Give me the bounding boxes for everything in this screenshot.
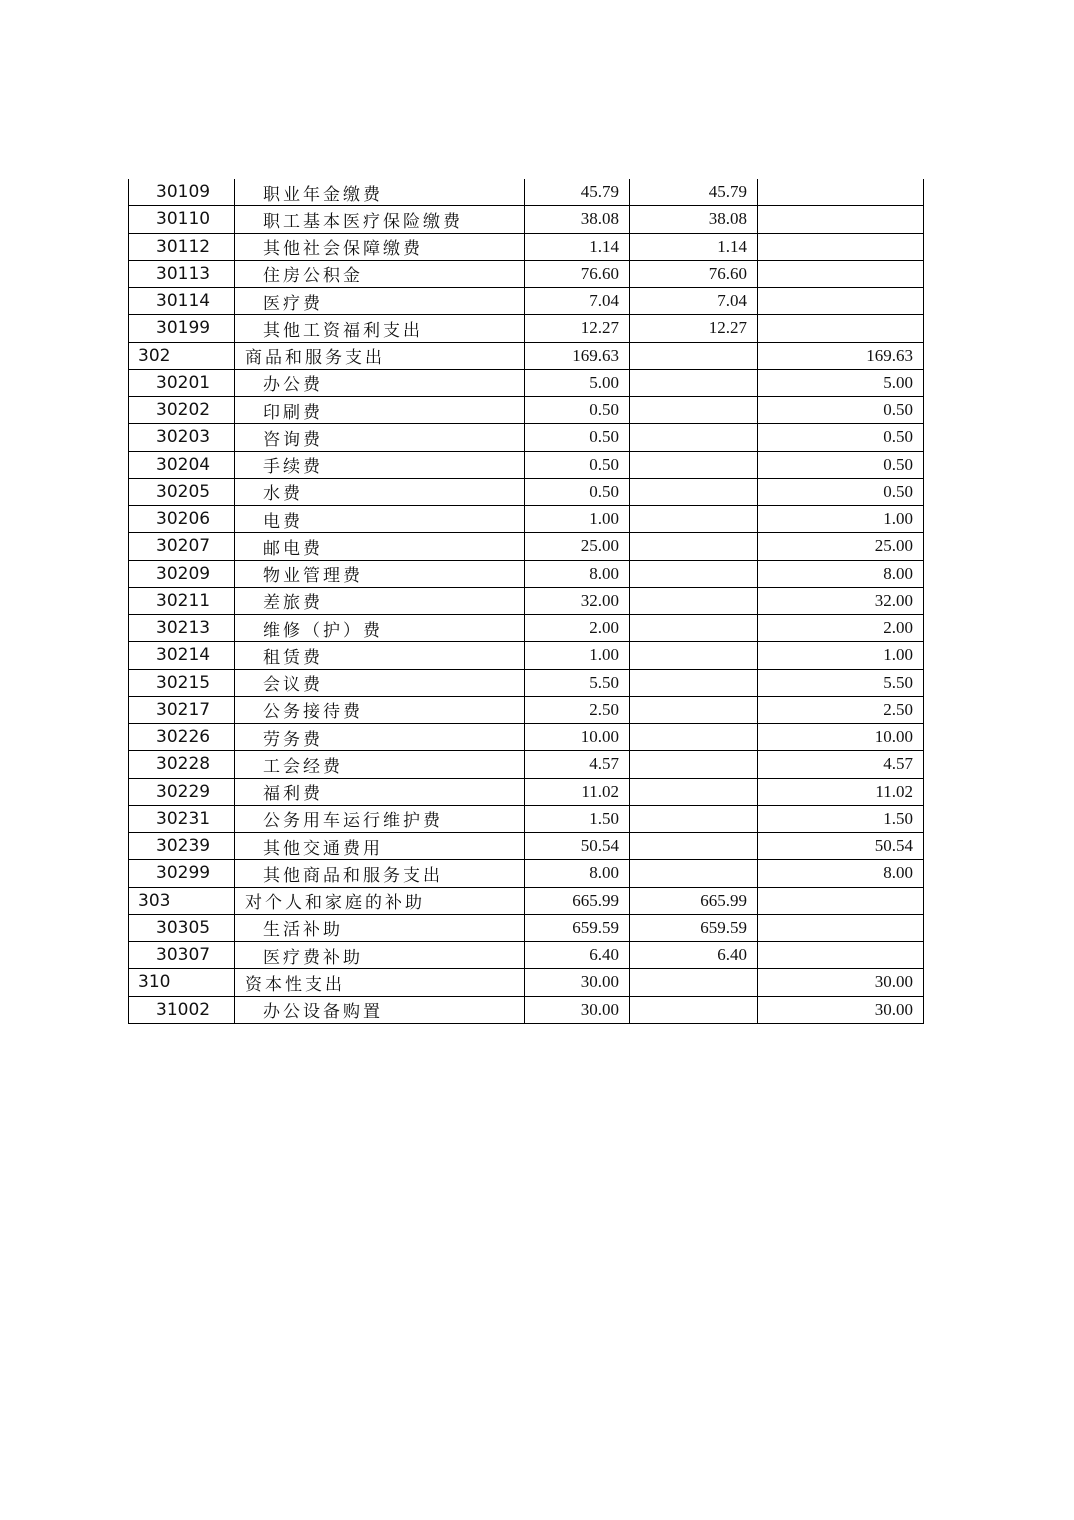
basic-expenditure-cell bbox=[630, 369, 758, 396]
total-amount-cell: 0.50 bbox=[525, 451, 630, 478]
account-code-cell: 30109 bbox=[129, 179, 235, 206]
account-name-cell: 公务用车运行维护费 bbox=[235, 805, 525, 832]
account-name-cell: 福利费 bbox=[235, 778, 525, 805]
account-code-cell: 302 bbox=[129, 342, 235, 369]
total-amount-cell: 76.60 bbox=[525, 260, 630, 287]
project-expenditure-cell: 0.50 bbox=[758, 397, 924, 424]
total-amount-cell: 0.50 bbox=[525, 478, 630, 505]
budget-expenditure-table bbox=[128, 179, 924, 1024]
basic-expenditure-cell bbox=[630, 805, 758, 832]
total-amount-cell: 12.27 bbox=[525, 315, 630, 342]
basic-expenditure-cell bbox=[630, 506, 758, 533]
basic-expenditure-cell bbox=[630, 969, 758, 996]
table-row bbox=[129, 914, 924, 941]
project-expenditure-cell: 50.54 bbox=[758, 833, 924, 860]
project-expenditure-cell bbox=[758, 288, 924, 315]
basic-expenditure-cell: 12.27 bbox=[630, 315, 758, 342]
account-name-cell: 医疗费 bbox=[235, 288, 525, 315]
basic-expenditure-cell: 76.60 bbox=[630, 260, 758, 287]
account-name-cell: 医疗费补助 bbox=[235, 942, 525, 969]
account-code-cell: 30214 bbox=[129, 642, 235, 669]
basic-expenditure-cell: 659.59 bbox=[630, 914, 758, 941]
total-amount-cell: 10.00 bbox=[525, 724, 630, 751]
total-amount-cell: 5.50 bbox=[525, 669, 630, 696]
account-code-cell: 30231 bbox=[129, 805, 235, 832]
basic-expenditure-cell bbox=[630, 996, 758, 1023]
basic-expenditure-cell bbox=[630, 397, 758, 424]
basic-expenditure-cell bbox=[630, 833, 758, 860]
account-code-cell: 30307 bbox=[129, 942, 235, 969]
table-row bbox=[129, 833, 924, 860]
project-expenditure-cell bbox=[758, 315, 924, 342]
total-amount-cell: 38.08 bbox=[525, 206, 630, 233]
total-amount-cell: 30.00 bbox=[525, 969, 630, 996]
project-expenditure-cell: 8.00 bbox=[758, 560, 924, 587]
table-row bbox=[129, 996, 924, 1023]
table-row bbox=[129, 615, 924, 642]
account-code-cell: 30203 bbox=[129, 424, 235, 451]
account-code-cell: 303 bbox=[129, 887, 235, 914]
project-expenditure-cell: 10.00 bbox=[758, 724, 924, 751]
project-expenditure-cell: 32.00 bbox=[758, 587, 924, 614]
total-amount-cell: 6.40 bbox=[525, 942, 630, 969]
table-row bbox=[129, 887, 924, 914]
account-code-cell: 30213 bbox=[129, 615, 235, 642]
basic-expenditure-cell bbox=[630, 451, 758, 478]
account-name-cell: 资本性支出 bbox=[235, 969, 525, 996]
total-amount-cell: 8.00 bbox=[525, 560, 630, 587]
basic-expenditure-cell bbox=[630, 560, 758, 587]
account-name-cell: 其他工资福利支出 bbox=[235, 315, 525, 342]
total-amount-cell: 1.50 bbox=[525, 805, 630, 832]
table-row bbox=[129, 533, 924, 560]
project-expenditure-cell: 25.00 bbox=[758, 533, 924, 560]
basic-expenditure-cell bbox=[630, 696, 758, 723]
account-code-cell: 30305 bbox=[129, 914, 235, 941]
total-amount-cell: 665.99 bbox=[525, 887, 630, 914]
total-amount-cell: 7.04 bbox=[525, 288, 630, 315]
account-code-cell: 30199 bbox=[129, 315, 235, 342]
account-name-cell: 工会经费 bbox=[235, 751, 525, 778]
table-row bbox=[129, 315, 924, 342]
account-name-cell: 印刷费 bbox=[235, 397, 525, 424]
project-expenditure-cell bbox=[758, 206, 924, 233]
basic-expenditure-cell: 6.40 bbox=[630, 942, 758, 969]
table-row bbox=[129, 805, 924, 832]
account-name-cell: 商品和服务支出 bbox=[235, 342, 525, 369]
account-name-cell: 办公费 bbox=[235, 369, 525, 396]
account-name-cell: 住房公积金 bbox=[235, 260, 525, 287]
account-code-cell: 310 bbox=[129, 969, 235, 996]
basic-expenditure-cell bbox=[630, 860, 758, 887]
total-amount-cell: 11.02 bbox=[525, 778, 630, 805]
total-amount-cell: 8.00 bbox=[525, 860, 630, 887]
table-row bbox=[129, 587, 924, 614]
account-code-cell: 30229 bbox=[129, 778, 235, 805]
account-name-cell: 物业管理费 bbox=[235, 560, 525, 587]
total-amount-cell: 25.00 bbox=[525, 533, 630, 560]
account-code-cell: 30204 bbox=[129, 451, 235, 478]
account-code-cell: 30113 bbox=[129, 260, 235, 287]
project-expenditure-cell bbox=[758, 233, 924, 260]
account-name-cell: 咨询费 bbox=[235, 424, 525, 451]
total-amount-cell: 1.00 bbox=[525, 642, 630, 669]
table-row bbox=[129, 424, 924, 451]
project-expenditure-cell: 1.00 bbox=[758, 642, 924, 669]
total-amount-cell: 1.00 bbox=[525, 506, 630, 533]
project-expenditure-cell bbox=[758, 914, 924, 941]
basic-expenditure-cell: 38.08 bbox=[630, 206, 758, 233]
account-name-cell: 对个人和家庭的补助 bbox=[235, 887, 525, 914]
account-code-cell: 30226 bbox=[129, 724, 235, 751]
total-amount-cell: 2.00 bbox=[525, 615, 630, 642]
basic-expenditure-cell: 665.99 bbox=[630, 887, 758, 914]
account-code-cell: 30110 bbox=[129, 206, 235, 233]
account-code-cell: 30211 bbox=[129, 587, 235, 614]
table-row bbox=[129, 724, 924, 751]
project-expenditure-cell: 2.00 bbox=[758, 615, 924, 642]
account-name-cell: 电费 bbox=[235, 506, 525, 533]
table-row bbox=[129, 751, 924, 778]
account-code-cell: 30215 bbox=[129, 669, 235, 696]
total-amount-cell: 30.00 bbox=[525, 996, 630, 1023]
account-name-cell: 会议费 bbox=[235, 669, 525, 696]
project-expenditure-cell: 5.50 bbox=[758, 669, 924, 696]
project-expenditure-cell: 30.00 bbox=[758, 996, 924, 1023]
account-name-cell: 办公设备购置 bbox=[235, 996, 525, 1023]
account-name-cell: 邮电费 bbox=[235, 533, 525, 560]
table-row bbox=[129, 288, 924, 315]
account-name-cell: 其他交通费用 bbox=[235, 833, 525, 860]
table-body bbox=[129, 179, 924, 1023]
basic-expenditure-cell bbox=[630, 587, 758, 614]
table-row bbox=[129, 642, 924, 669]
account-name-cell: 水费 bbox=[235, 478, 525, 505]
account-code-cell: 30114 bbox=[129, 288, 235, 315]
total-amount-cell: 2.50 bbox=[525, 696, 630, 723]
basic-expenditure-cell bbox=[630, 751, 758, 778]
basic-expenditure-cell bbox=[630, 778, 758, 805]
account-name-cell: 租赁费 bbox=[235, 642, 525, 669]
project-expenditure-cell: 4.57 bbox=[758, 751, 924, 778]
table-row bbox=[129, 451, 924, 478]
basic-expenditure-cell: 1.14 bbox=[630, 233, 758, 260]
total-amount-cell: 0.50 bbox=[525, 397, 630, 424]
project-expenditure-cell: 1.00 bbox=[758, 506, 924, 533]
project-expenditure-cell: 5.00 bbox=[758, 369, 924, 396]
basic-expenditure-cell: 45.79 bbox=[630, 179, 758, 206]
basic-expenditure-cell bbox=[630, 342, 758, 369]
table-row bbox=[129, 233, 924, 260]
table-row bbox=[129, 179, 924, 206]
account-code-cell: 30217 bbox=[129, 696, 235, 723]
account-code-cell: 31002 bbox=[129, 996, 235, 1023]
basic-expenditure-cell bbox=[630, 724, 758, 751]
total-amount-cell: 169.63 bbox=[525, 342, 630, 369]
account-code-cell: 30228 bbox=[129, 751, 235, 778]
account-code-cell: 30205 bbox=[129, 478, 235, 505]
account-name-cell: 手续费 bbox=[235, 451, 525, 478]
account-name-cell: 职工基本医疗保险缴费 bbox=[235, 206, 525, 233]
project-expenditure-cell: 11.02 bbox=[758, 778, 924, 805]
account-code-cell: 30206 bbox=[129, 506, 235, 533]
account-code-cell: 30209 bbox=[129, 560, 235, 587]
basic-expenditure-cell bbox=[630, 642, 758, 669]
table-row bbox=[129, 206, 924, 233]
total-amount-cell: 0.50 bbox=[525, 424, 630, 451]
project-expenditure-cell: 169.63 bbox=[758, 342, 924, 369]
total-amount-cell: 32.00 bbox=[525, 587, 630, 614]
account-name-cell: 劳务费 bbox=[235, 724, 525, 751]
project-expenditure-cell: 0.50 bbox=[758, 451, 924, 478]
table-row bbox=[129, 342, 924, 369]
account-code-cell: 30207 bbox=[129, 533, 235, 560]
project-expenditure-cell bbox=[758, 260, 924, 287]
table-row bbox=[129, 506, 924, 533]
table-row bbox=[129, 860, 924, 887]
project-expenditure-cell bbox=[758, 887, 924, 914]
project-expenditure-cell: 0.50 bbox=[758, 478, 924, 505]
total-amount-cell: 659.59 bbox=[525, 914, 630, 941]
table-row bbox=[129, 260, 924, 287]
project-expenditure-cell bbox=[758, 942, 924, 969]
account-name-cell: 生活补助 bbox=[235, 914, 525, 941]
basic-expenditure-cell: 7.04 bbox=[630, 288, 758, 315]
account-name-cell: 职业年金缴费 bbox=[235, 179, 525, 206]
table-row bbox=[129, 369, 924, 396]
account-code-cell: 30299 bbox=[129, 860, 235, 887]
account-name-cell: 其他商品和服务支出 bbox=[235, 860, 525, 887]
total-amount-cell: 5.00 bbox=[525, 369, 630, 396]
basic-expenditure-cell bbox=[630, 533, 758, 560]
table-row bbox=[129, 942, 924, 969]
table-row bbox=[129, 397, 924, 424]
project-expenditure-cell: 1.50 bbox=[758, 805, 924, 832]
total-amount-cell: 4.57 bbox=[525, 751, 630, 778]
basic-expenditure-cell bbox=[630, 669, 758, 696]
table-row bbox=[129, 669, 924, 696]
project-expenditure-cell: 2.50 bbox=[758, 696, 924, 723]
account-code-cell: 30201 bbox=[129, 369, 235, 396]
account-code-cell: 30112 bbox=[129, 233, 235, 260]
project-expenditure-cell: 30.00 bbox=[758, 969, 924, 996]
total-amount-cell: 1.14 bbox=[525, 233, 630, 260]
account-name-cell: 差旅费 bbox=[235, 587, 525, 614]
account-name-cell: 公务接待费 bbox=[235, 696, 525, 723]
table-row bbox=[129, 560, 924, 587]
account-name-cell: 其他社会保障缴费 bbox=[235, 233, 525, 260]
account-code-cell: 30239 bbox=[129, 833, 235, 860]
table-row bbox=[129, 478, 924, 505]
project-expenditure-cell: 8.00 bbox=[758, 860, 924, 887]
table-row bbox=[129, 969, 924, 996]
total-amount-cell: 50.54 bbox=[525, 833, 630, 860]
total-amount-cell: 45.79 bbox=[525, 179, 630, 206]
account-name-cell: 维修（护）费 bbox=[235, 615, 525, 642]
basic-expenditure-cell bbox=[630, 424, 758, 451]
project-expenditure-cell: 0.50 bbox=[758, 424, 924, 451]
project-expenditure-cell bbox=[758, 179, 924, 206]
table-row bbox=[129, 696, 924, 723]
table-row bbox=[129, 778, 924, 805]
account-code-cell: 30202 bbox=[129, 397, 235, 424]
basic-expenditure-cell bbox=[630, 478, 758, 505]
basic-expenditure-cell bbox=[630, 615, 758, 642]
